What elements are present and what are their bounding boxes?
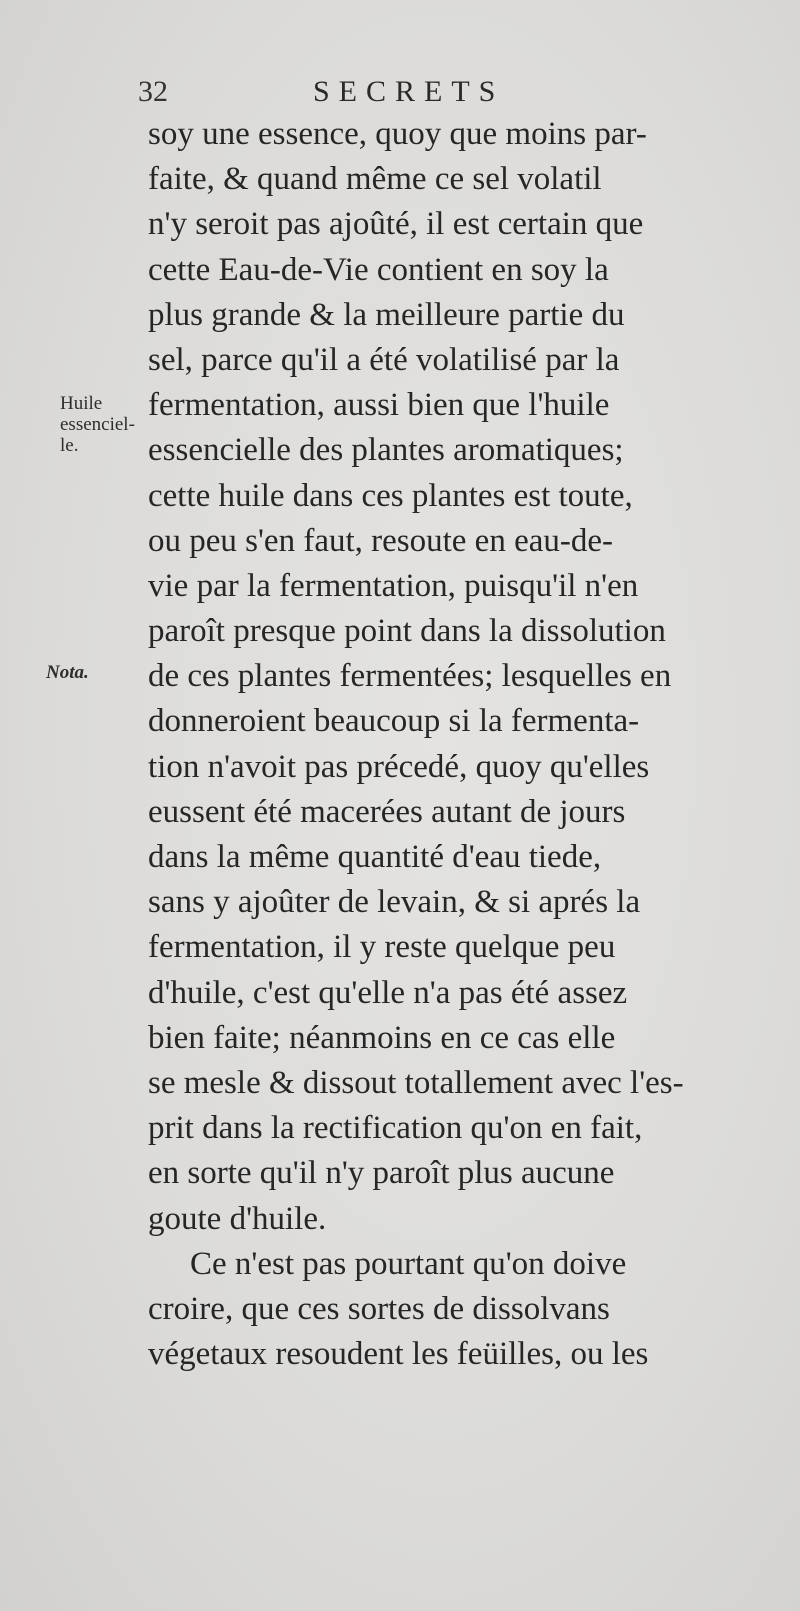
page-number: 32	[138, 75, 168, 108]
text-line: de ces plantes fermentées; lesquelles en	[148, 658, 672, 695]
text-line: plus grande & la meilleure partie du	[148, 296, 625, 333]
text-line: paroît presque point dans la dissolution	[148, 613, 666, 650]
text-line: d'huile, c'est qu'elle n'a pas été assez	[148, 974, 628, 1011]
text-line: soy une essence, quoy que moins par-	[148, 116, 647, 152]
text-line: se mesle & dissout totallement avec l'es-	[148, 1064, 684, 1101]
text-line: n'y seroit pas ajoûté, il est certain que	[148, 206, 644, 243]
text-line: sel, parce qu'il a été volatilisé par la	[148, 341, 620, 378]
margin-note-line: le.	[60, 435, 79, 456]
text-line: goute d'huile.	[148, 1200, 327, 1237]
text-line: vie par la fermentation, puisqu'il n'en	[148, 567, 639, 604]
text-line: cette huile dans ces plantes est toute,	[148, 477, 633, 514]
text-line: donneroient beaucoup si la fermenta-	[148, 703, 640, 740]
margin-note-nota: Nota.	[46, 662, 89, 683]
text-line: prit dans la rectification qu'on en fait,	[148, 1110, 643, 1147]
text-line: faite, & quand même ce sel volatil	[148, 161, 602, 198]
text-line: croire, que ces sortes de dissolvans	[148, 1290, 610, 1327]
text-line: cette Eau-de-Vie contient en soy la	[148, 251, 609, 288]
margin-note-huile	[60, 393, 140, 456]
text-line: essencielle des plantes aromatiques;	[148, 432, 624, 469]
page-header	[138, 72, 760, 112]
text-line: tion n'avoit pas précedé, quoy qu'elles	[148, 748, 650, 785]
running-head: SECRETS	[313, 75, 505, 108]
text-line: en sorte qu'il n'y paroît plus aucune	[148, 1155, 615, 1192]
margin-note-line: essenciel-	[60, 414, 135, 435]
text-line: sans y ajoûter de levain, & si aprés la	[148, 884, 641, 921]
text-line: fermentation, aussi bien que l'huile	[148, 387, 610, 424]
paragraph-start-line: Ce n'est pas pourtant qu'on doive	[190, 1245, 627, 1282]
text-line: eussent été macerées autant de jours	[148, 793, 626, 830]
text-line: fermentation, il y reste quelque peu	[148, 929, 616, 966]
text-line: bien faite; néanmoins en ce cas elle	[148, 1019, 616, 1056]
text-line: végetaux resoudent les feüilles, ou les	[148, 1336, 649, 1373]
margin-note-line: Huile	[60, 393, 103, 414]
body-text	[148, 112, 778, 1377]
text-line: dans la même quantité d'eau tiede,	[148, 839, 602, 875]
text-line: ou peu s'en faut, resoute en eau-de-	[148, 522, 613, 559]
